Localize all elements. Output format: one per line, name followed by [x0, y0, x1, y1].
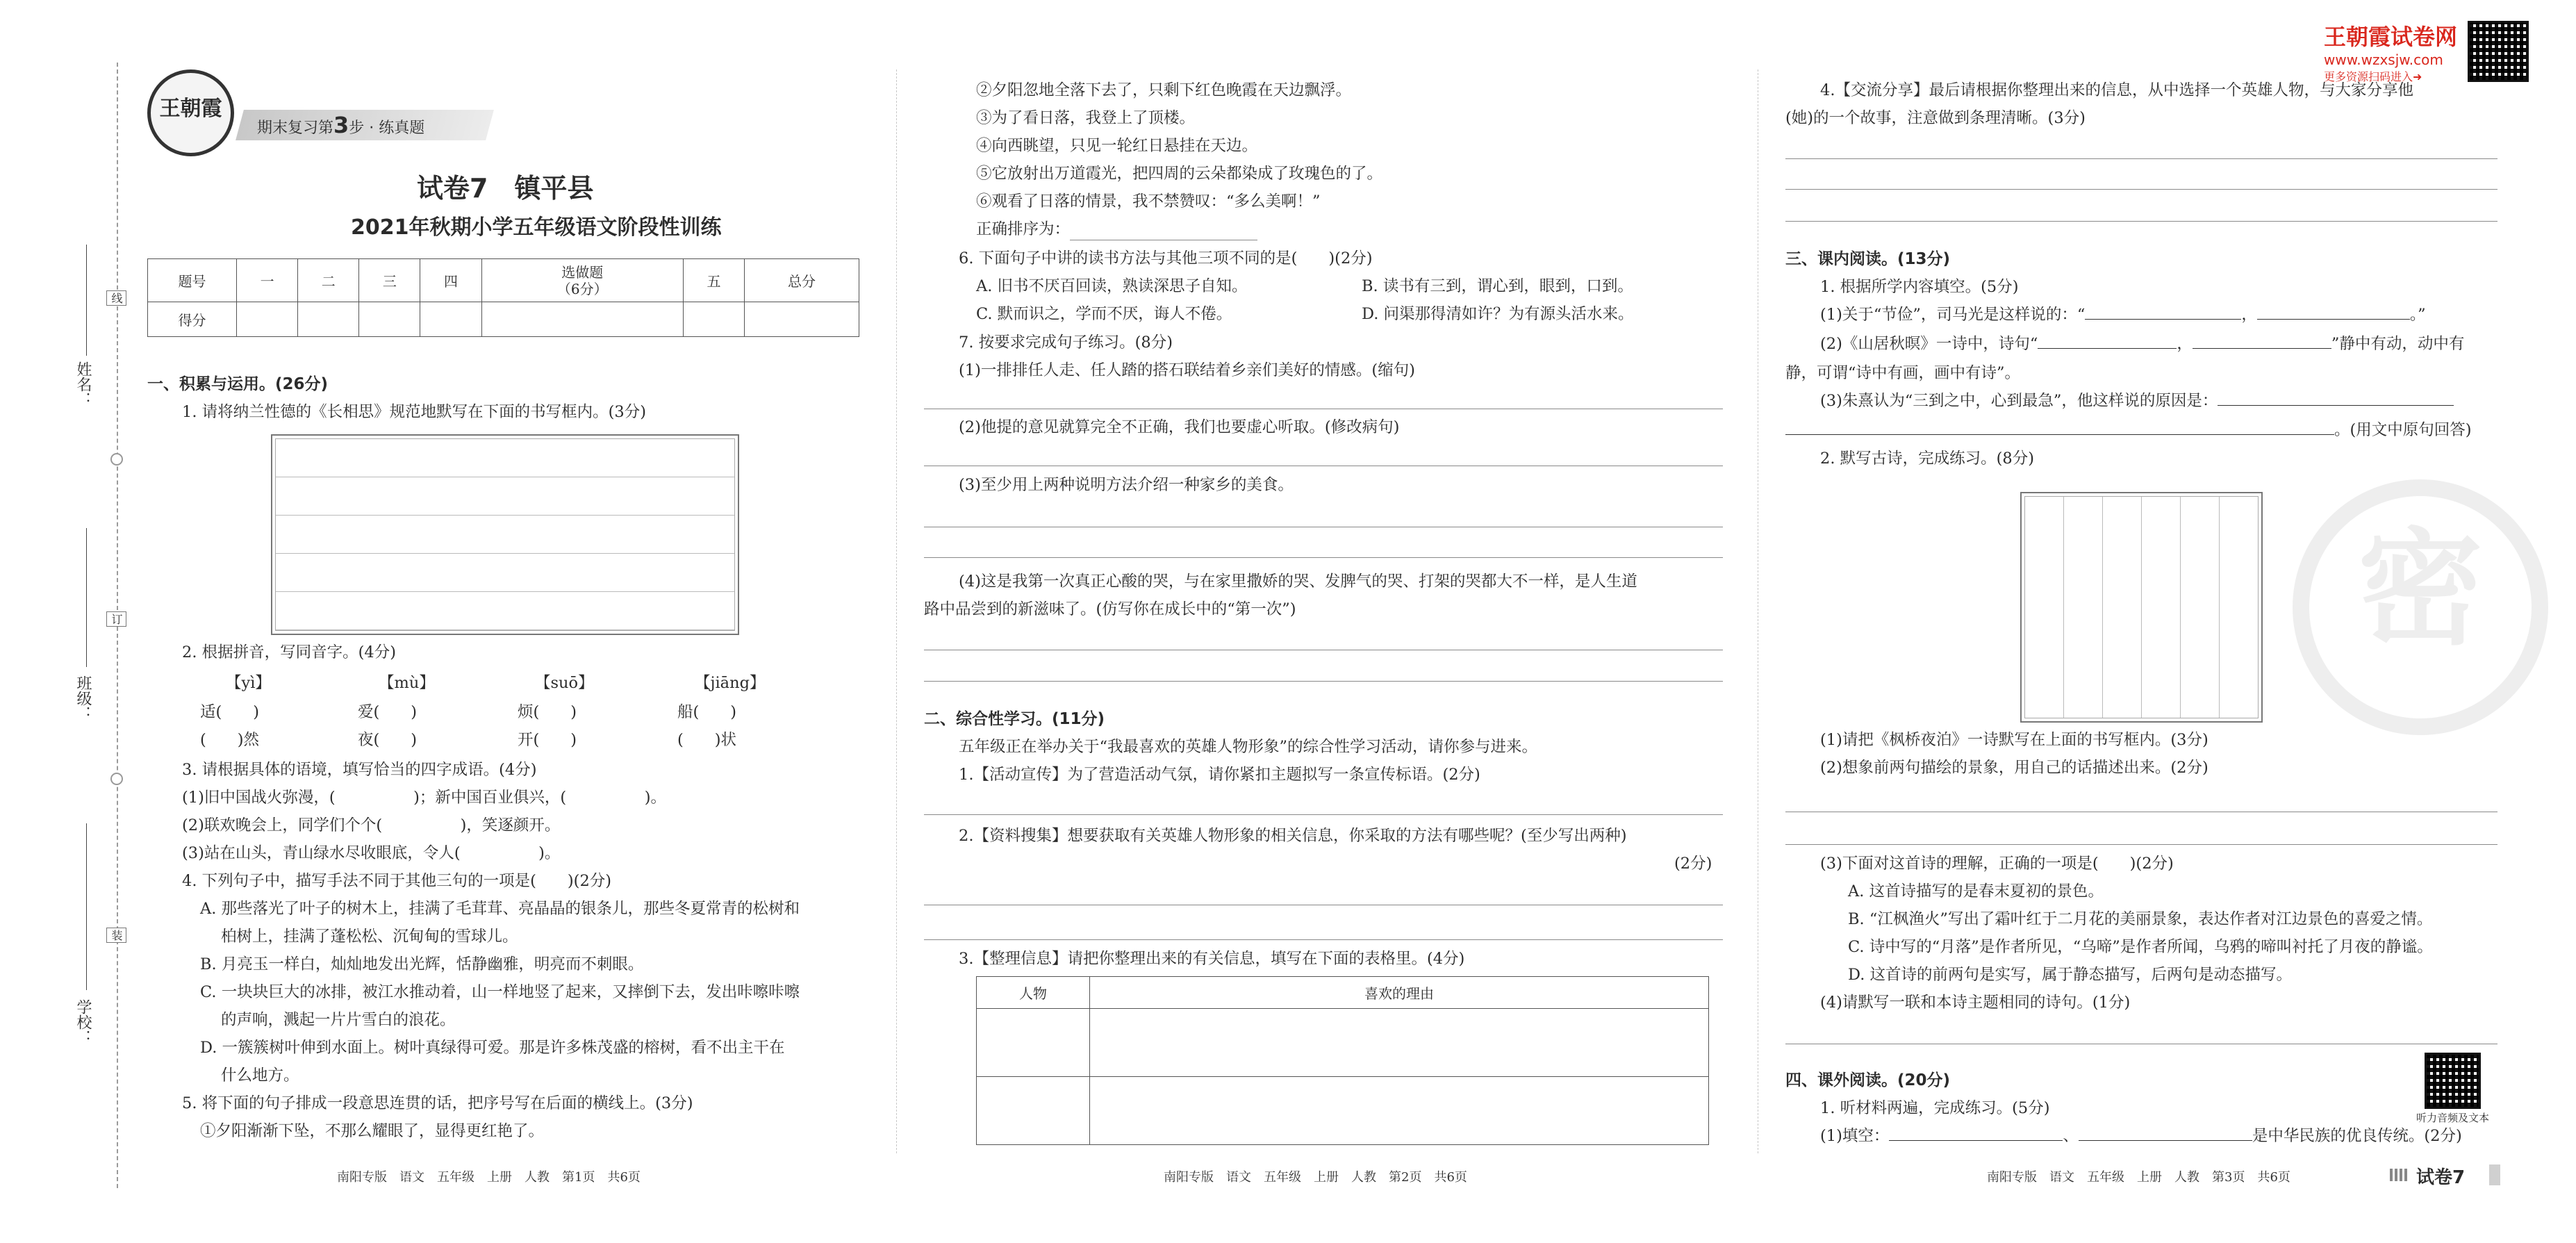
q3-prompt: 3. 请根据具体的语境，填写恰当的四字成语。(4分): [182, 761, 537, 779]
pinyin-yi: 【yì】: [226, 674, 271, 692]
s3-q2-item-3: (3)下面对这首诗的理解，正确的一项是( )(2分): [1820, 855, 2174, 873]
binding-circle-2: [110, 773, 123, 785]
s3-q1-item-1-text: (1)关于“节俭”，司马光是这样说的：“: [1820, 306, 2086, 324]
q2-blank[interactable]: 爱( ): [358, 703, 418, 721]
fill-blank[interactable]: [1785, 420, 2334, 435]
answer-line[interactable]: [924, 681, 1723, 682]
school-field[interactable]: [86, 823, 87, 990]
audio-qr-caption: 听力音频及文本: [2416, 1112, 2490, 1124]
score-input-cell[interactable]: [683, 302, 744, 337]
s4-q1-item-1-text: (1)填空：: [1820, 1127, 1890, 1145]
score-row-label: 得分: [148, 302, 237, 337]
q5-order-label: 正确排序为：: [976, 220, 1071, 238]
fill-blank[interactable]: [2257, 305, 2410, 320]
table-header-person: 人物: [977, 977, 1090, 1009]
q2-blank[interactable]: ( )然: [200, 731, 260, 749]
q6-option-b: B. 读书有三到，谓心到，眼到，口到。: [1362, 277, 1633, 295]
s3-q1-item-3: [1820, 390, 2454, 411]
section-3-heading: 三、课内阅读。(13分): [1785, 250, 1951, 268]
answer-line[interactable]: [924, 814, 1723, 815]
s3-q2-option-a: A. 这首诗描写的是春末夏初的景色。: [1848, 882, 2104, 900]
s3-q1-item-2-tail: ”静中有动，动中有: [2331, 335, 2465, 353]
pinyin-mu: 【mù】: [379, 674, 435, 692]
q1-writing-box[interactable]: [271, 434, 739, 635]
page2-footer: 南阳专版 语文 五年级 上册 人教 第2页 共6页: [1164, 1170, 1467, 1185]
s3-q2-option-b: B. “江枫渔火”写出了霜叶红于二月花的美丽景象，表达作者对江边景色的喜爱之情。: [1848, 910, 2433, 928]
table-cell-person[interactable]: [977, 1077, 1090, 1145]
table-cell-reason[interactable]: [1090, 1009, 1709, 1077]
exam-subtitle: 2021年秋期小学五年级语文阶段性训练: [351, 215, 722, 240]
s4-q1-prompt: 1. 听材料两遍，完成练习。(5分): [1820, 1099, 2050, 1117]
fill-blank[interactable]: [2085, 305, 2241, 320]
class-label: 班级：: [74, 675, 92, 721]
q5-sentence-1: ①夕阳渐渐下坠，不那么耀眼了，显得更红艳了。: [200, 1122, 545, 1140]
s2-q2-prompt: 2.【资料搜集】想要获取有关英雄人物形象的相关信息，你采取的方法有哪些呢？(至少写出两种): [959, 827, 1627, 845]
q2-blank[interactable]: 适( ): [200, 703, 260, 721]
s3-q2-item-1: (1)请把《枫桥夜泊》一诗默写在上面的书写框内。(3分): [1820, 731, 2208, 749]
s4-q1-item-1-tail: 是中华民族的优良传统。(2分): [2252, 1127, 2462, 1145]
q2-prompt: 2. 根据拼音，写同音字。(4分): [182, 643, 396, 661]
brand-logo-text: 王朝霞: [159, 97, 222, 121]
q2-blank[interactable]: 烦( ): [518, 703, 577, 721]
watermark-url: www.wzxsjw.com: [2324, 51, 2443, 68]
q7-item-3: (3)至少用上两种说明方法介绍一种家乡的美食。: [959, 476, 1294, 494]
s3-q2-prompt: 2. 默写古诗，完成练习。(8分): [1820, 450, 2034, 468]
q7-item-2: (2)他提的意见就算完全不正确，我们也要虚心听取。(修改病句): [959, 418, 1400, 436]
q4-option-a: A. 那些落光了叶子的树木上，挂满了毛茸茸、亮晶晶的银条儿，那些冬夏常青的松树和: [200, 900, 800, 918]
score-header-cell: 三: [359, 259, 420, 302]
answer-line[interactable]: [1785, 844, 2497, 845]
s3-q1-item-3-tail: 。(用文中原句回答): [2334, 421, 2472, 439]
score-header-cell: 总分: [745, 259, 859, 302]
score-header-cell: 选做题 （6分）: [481, 259, 683, 302]
s2-q3-prompt: 3.【整理信息】请把你整理出来的有关信息，填写在下面的表格里。(4分): [959, 950, 1465, 968]
exam-title: 试卷7 镇平县: [417, 173, 594, 204]
poem-writing-box[interactable]: [2020, 492, 2263, 723]
score-input-cell[interactable]: [420, 302, 481, 337]
q7-item-1: (1)一排排任人走、任人踏的搭石联结着乡亲们美好的情感。(缩句): [959, 361, 1415, 379]
review-banner-text: [257, 113, 424, 141]
watermark-qr-code[interactable]: [2468, 21, 2529, 82]
page1-footer: 南阳专版 语文 五年级 上册 人教 第1页 共6页: [337, 1170, 641, 1185]
q4-option-c: C. 一块块巨大的冰排，被江水推动着，山一样地竖了起来，又摔倒下去，发出咔嚓咔嚓: [200, 983, 800, 1001]
score-header-cell: 二: [298, 259, 359, 302]
fill-blank[interactable]: [2193, 334, 2331, 349]
answer-line[interactable]: [1785, 221, 2497, 222]
answer-line[interactable]: [924, 939, 1723, 940]
binding-circle-1: [110, 453, 123, 466]
q4-option-d-cont: 什么地方。: [221, 1067, 299, 1085]
s3-q1-item-2-text: (2)《山居秋暝》一诗中，诗句“: [1820, 335, 2038, 353]
name-field[interactable]: [86, 245, 87, 356]
q4-option-d: D. 一簇簇树叶伸到水面上。树叶真绿得可爱。那是许多株茂盛的榕树，看不出主干在: [200, 1039, 785, 1057]
score-header-cell: 四: [420, 259, 481, 302]
answer-line[interactable]: [924, 557, 1723, 558]
score-header-cell: 五: [683, 259, 744, 302]
pinyin-jiang: 【jiāng】: [695, 674, 766, 692]
s2-q1-prompt: 1.【活动宣传】为了营造活动气氛，请你紧扣主题拟写一条宣传标语。(2分): [959, 766, 1480, 784]
page3-footer: 南阳专版 语文 五年级 上册 人教 第3页 共6页: [1987, 1170, 2290, 1185]
score-input-cell[interactable]: [237, 302, 298, 337]
seal-mark-pack: 装: [106, 928, 126, 943]
watermark-cta: 更多资源扫码进入➜: [2324, 70, 2422, 83]
s3-q1-item-2-cont: 静，可谓“诗中有画，画中有诗”。: [1785, 364, 2021, 382]
corner-exam-label: 试卷7: [2416, 1167, 2466, 1188]
q2-blank[interactable]: 船( ): [677, 703, 737, 721]
s3-q2-item-4: (4)请默写一联和本诗主题相同的诗句。(1分): [1820, 994, 2131, 1012]
q5-sentence-2: ②夕阳忽地全落下去了，只剩下红色晚霞在天边飘浮。: [976, 81, 1352, 99]
q4-prompt: 4. 下列句子中，描写手法不同于其他三句的一项是( )(2分): [182, 872, 612, 890]
q6-option-a: A. 旧书不厌百回读，熟读深思子自知。: [976, 277, 1248, 295]
fill-blank[interactable]: [2218, 391, 2454, 406]
q7-prompt: 7. 按要求完成句子练习。(8分): [959, 334, 1173, 352]
pinyin-suo: 【suō】: [535, 674, 594, 692]
score-table: [147, 258, 859, 337]
table-header-reason: 喜欢的理由: [1090, 977, 1709, 1009]
q6-prompt: 6. 下面句子中讲的读书方法与其他三项不同的是( )(2分): [959, 249, 1373, 267]
score-input-cell[interactable]: [298, 302, 359, 337]
fill-blank[interactable]: [2079, 1126, 2252, 1141]
q3-item-1[interactable]: (1)旧中国战火弥漫，( )；新中国百业俱兴，( )。: [182, 789, 666, 807]
section-2-heading: 二、综合性学习。(11分): [924, 710, 1105, 728]
q5-sentence-4: ④向西眺望，只见一轮红日悬挂在天边。: [976, 137, 1258, 155]
banner-prefix: 期末复习第: [257, 120, 334, 137]
confidential-stamp: [2293, 479, 2548, 735]
s3-q1-item-1: (1)关于“节俭”，司马光是这样说的：“ ， 。”: [1820, 306, 2426, 324]
audio-qr-code[interactable]: [2425, 1053, 2481, 1109]
s3-q1-prompt: 1. 根据所学内容填空。(5分): [1820, 278, 2019, 296]
seal-mark-line: 线: [106, 290, 126, 306]
section-1-heading: 一、积累与运用。(26分): [147, 375, 329, 393]
corner-bar: [2489, 1164, 2500, 1185]
table-cell-reason[interactable]: [1090, 1077, 1709, 1145]
q2-blank[interactable]: 夜( ): [358, 731, 418, 749]
seal-mark-bind: 订: [106, 611, 126, 627]
section-2-intro: 五年级正在举办关于“我最喜欢的英雄人物形象”的综合性学习活动，请你参与进来。: [959, 738, 1538, 756]
s2-q4-prompt: 4.【交流分享】最后请根据你整理出来的信息，从中选择一个英雄人物，与大家分享他: [1820, 81, 2413, 99]
brand-logo: [147, 69, 234, 156]
watermark-title: 王朝霞试卷网: [2324, 24, 2458, 50]
q5-prompt: 5. 将下面的句子排成一段意思连贯的话，把序号写在后面的横线上。(3分): [182, 1094, 693, 1112]
banner-step: 3: [333, 112, 349, 138]
q6-option-c: C. 默而识之，学而不厌，诲人不倦。: [976, 305, 1232, 323]
corner-dots: [2390, 1169, 2409, 1181]
q7-item-4: (4)这是我第一次真正心酸的哭，与在家里撒娇的哭、发脾气的哭、打架的哭都大不一样，是人生道: [959, 573, 1637, 591]
q1-prompt: 1. 请将纳兰性德的《长相思》规范地默写在下面的书写框内。(3分): [182, 403, 646, 421]
q2-blank[interactable]: 开( ): [518, 731, 577, 749]
s3-q1-item-3-cont: [1785, 420, 2472, 441]
section-4-heading: 四、课外阅读。(20分): [1785, 1071, 1951, 1089]
answer-line[interactable]: [1785, 158, 2497, 159]
q6-option-d: D. 问渠那得清如许？为有源头活水来。: [1362, 305, 1634, 323]
score-input-cell[interactable]: [745, 302, 859, 337]
school-label: 学校：: [74, 999, 92, 1045]
s2-q2-points: (2分): [1674, 855, 1712, 873]
class-field[interactable]: [86, 528, 87, 667]
q5-sentence-6: ⑥观看了日落的情景，我不禁赞叹：“多么美啊！”: [976, 192, 1321, 211]
q5-sentence-5: ⑤它放射出万道霞光，把四周的云朵都染成了玫瑰色的了。: [976, 165, 1383, 183]
q2-blank[interactable]: ( )状: [677, 731, 737, 749]
fill-blank[interactable]: [2038, 334, 2177, 349]
q4-option-c-cont: 的声响，溅起一片片雪白的浪花。: [221, 1011, 456, 1029]
s3-q2-item-2: (2)想象前两句描绘的景象，用自己的话描述出来。(2分): [1820, 759, 2208, 777]
q4-option-a-cont: 柏树上，挂满了蓬松松、沉甸甸的雪球儿。: [221, 928, 518, 946]
q4-option-b: B. 月亮玉一样白，灿灿地发出光辉，恬静幽雅，明亮而不刺眼。: [200, 955, 644, 973]
confidential-stamp-char: 密: [2357, 517, 2483, 662]
score-input-cell[interactable]: [481, 302, 683, 337]
fill-blank[interactable]: [1889, 1126, 2063, 1141]
table-cell-person[interactable]: [977, 1009, 1090, 1077]
s3-q1-item-2: (2)《山居秋暝》一诗中，诗句“ ， ”静中有动，动中有: [1820, 335, 2465, 353]
q5-sentence-3: ③为了看日落，我登上了顶楼。: [976, 109, 1196, 127]
site-watermark: [2324, 19, 2470, 84]
s2-q4-prompt-cont: (她)的一个故事，注意做到条理清晰。(3分): [1785, 109, 2086, 127]
q3-item-3[interactable]: (3)站在山头，青山绿水尽收眼底，令人( )。: [182, 844, 561, 862]
s3-q2-option-c: C. 诗中写的“月落”是作者所见，“乌啼”是作者所闻，乌鸦的啼叫衬托了月夜的静谧。: [1848, 938, 2433, 956]
banner-suffix: 步 · 练真题: [349, 120, 425, 137]
score-header-cell: 一: [237, 259, 298, 302]
score-input-cell[interactable]: [359, 302, 420, 337]
hero-info-table: [976, 976, 1709, 1145]
q7-item-4-cont: 路中品尝到的新滋味了。(仿写你在成长中的“第一次”): [924, 600, 1296, 618]
page-divider-1: [896, 69, 897, 1153]
s4-q1-item-1: (1)填空： 、 是中华民族的优良传统。(2分): [1820, 1127, 2462, 1145]
answer-line[interactable]: [1785, 189, 2497, 190]
name-label: 姓名：: [74, 361, 92, 407]
s3-q2-option-d: D. 这首诗的前两句是实写，属于静态描写，后两句是动态描写。: [1848, 966, 2293, 984]
q3-item-2[interactable]: (2)联欢晚会上，同学们个个( )，笑逐颜开。: [182, 816, 561, 834]
s3-q1-item-3-text: (3)朱熹认为“三到之中，心到最急”，他这样说的原因是：: [1820, 392, 2218, 410]
score-header-cell: 题号: [148, 259, 237, 302]
